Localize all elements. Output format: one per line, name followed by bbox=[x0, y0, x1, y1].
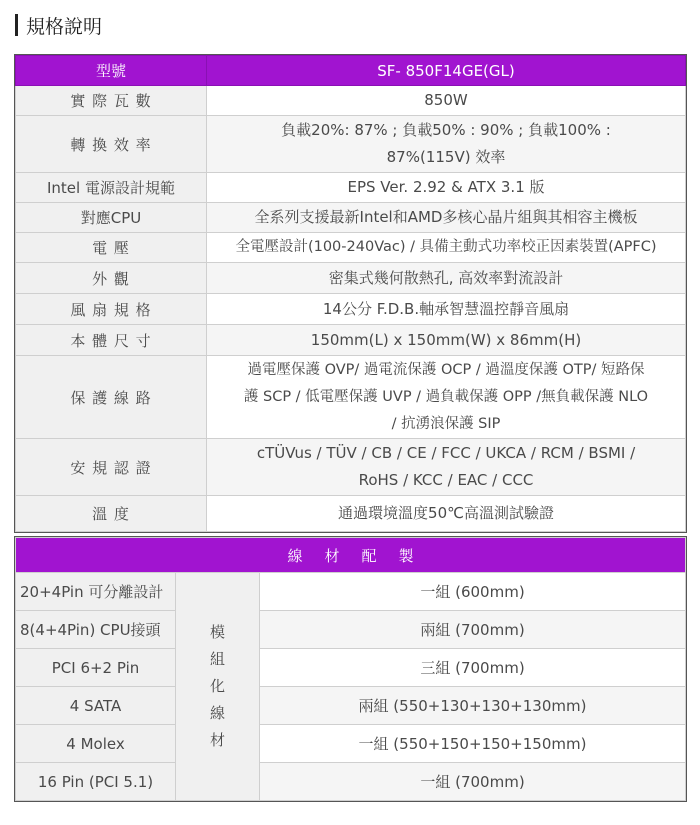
cable-key: 8(4+4Pin) CPU接頭 bbox=[16, 611, 176, 649]
spec-key: 實 際 瓦 數 bbox=[16, 86, 207, 116]
spec-value bbox=[207, 116, 686, 173]
section-heading bbox=[15, 12, 102, 38]
spec-header-row bbox=[16, 56, 686, 86]
cable-value: 兩組 (700mm) bbox=[260, 611, 686, 649]
spec-key: 轉 換 效 率 bbox=[16, 116, 207, 173]
spec-key: 本 體 尺 寸 bbox=[16, 325, 207, 356]
heading-bar bbox=[15, 14, 18, 36]
cable-key: 4 SATA bbox=[16, 687, 176, 725]
modular-cable-label bbox=[176, 573, 260, 801]
spec-key: 對應CPU bbox=[16, 203, 207, 233]
cable-key: 16 Pin (PCI 5.1) bbox=[16, 763, 176, 801]
spec-value-line: 87%(115V) 效率 bbox=[386, 148, 506, 166]
spec-key: 電 壓 bbox=[16, 233, 207, 263]
spec-header-value: SF- 850F14GE(GL) bbox=[207, 56, 686, 86]
cable-value: 三組 (700mm) bbox=[260, 649, 686, 687]
spec-value-line: 150mm(L) x 150mm(W) x 86mm(H) bbox=[310, 330, 582, 349]
spec-value-line: 負載20%: 87% ; 負載50% : 90% ; 負載100% : bbox=[281, 121, 611, 139]
modular-char: 組 bbox=[209, 650, 225, 668]
cable-value: 兩組 (550+130+130+130mm) bbox=[260, 687, 686, 725]
spec-key: Intel 電源設計規範 bbox=[16, 173, 207, 203]
spec-value-line: 過電壓保護 OVP/ 過電流保護 OCP / 過溫度保護 OTP/ 短路保 bbox=[247, 361, 645, 378]
spec-row-temperature bbox=[16, 496, 686, 532]
cable-row bbox=[16, 649, 686, 687]
heading-title: 規格說明 bbox=[26, 15, 103, 38]
spec-row-dimensions bbox=[16, 325, 686, 356]
cable-row bbox=[16, 573, 686, 611]
spec-value bbox=[207, 263, 686, 294]
spec-value bbox=[207, 325, 686, 356]
spec-value-line: EPS Ver. 2.92 & ATX 3.1 版 bbox=[347, 178, 545, 196]
spec-key: 外 觀 bbox=[16, 263, 207, 294]
spec-value-line: 14公分 F.D.B.軸承智慧溫控靜音風扇 bbox=[322, 299, 570, 318]
spec-row-protection bbox=[16, 356, 686, 439]
modular-char: 材 bbox=[209, 731, 225, 749]
spec-row-fan bbox=[16, 294, 686, 325]
spec-key: 安 規 認 證 bbox=[16, 439, 207, 496]
spec-value-line: 密集式幾何散熱孔, 高效率對流設計 bbox=[328, 268, 564, 287]
spec-row-voltage bbox=[16, 233, 686, 263]
spec-key: 保 護 線 路 bbox=[16, 356, 207, 439]
cable-table bbox=[15, 537, 686, 801]
spec-key: 風 扇 規 格 bbox=[16, 294, 207, 325]
cable-value: 一組 (550+150+150+150mm) bbox=[260, 725, 686, 763]
modular-char: 化 bbox=[209, 677, 225, 695]
spec-value bbox=[207, 203, 686, 233]
cable-value: 一組 (700mm) bbox=[260, 763, 686, 801]
spec-value-line: 850W bbox=[424, 91, 468, 109]
cable-key: PCI 6+2 Pin bbox=[16, 649, 176, 687]
modular-char: 線 bbox=[209, 704, 225, 722]
cable-header-row bbox=[16, 538, 686, 573]
modular-char: 模 bbox=[209, 623, 225, 641]
spec-header-key: 型號 bbox=[16, 56, 207, 86]
cable-row bbox=[16, 763, 686, 801]
spec-value bbox=[207, 496, 686, 532]
spec-value-line: cTÜVus / TÜV / CB / CE / FCC / UKCA / RCM / BSMI / bbox=[256, 444, 636, 462]
spec-row-efficiency bbox=[16, 116, 686, 173]
spec-value-line: 通過環境溫度50℃高溫測試驗證 bbox=[338, 504, 554, 522]
spec-value bbox=[207, 439, 686, 496]
spec-value-line: 全系列支援最新Intel和AMD多核心晶片組與其相容主機板 bbox=[254, 208, 638, 226]
spec-row-intel-spec bbox=[16, 173, 686, 203]
cable-key: 20+4Pin 可分離設計 bbox=[16, 573, 176, 611]
cable-value: 一組 (600mm) bbox=[260, 573, 686, 611]
cable-key: 4 Molex bbox=[16, 725, 176, 763]
spec-row-cpu bbox=[16, 203, 686, 233]
spec-value-line: RoHS / KCC / EAC / CCC bbox=[358, 471, 534, 489]
spec-value-line: 護 SCP / 低電壓保護 UVP / 過負載保護 OPP /無負載保護 NLO bbox=[243, 388, 649, 405]
spec-row-wattage bbox=[16, 86, 686, 116]
spec-value bbox=[207, 356, 686, 439]
spec-value bbox=[207, 173, 686, 203]
spec-value bbox=[207, 86, 686, 116]
spec-row-appearance bbox=[16, 263, 686, 294]
cable-row bbox=[16, 725, 686, 763]
spec-table bbox=[15, 55, 686, 532]
cable-row bbox=[16, 611, 686, 649]
spec-value bbox=[207, 233, 686, 263]
cable-row bbox=[16, 687, 686, 725]
spec-key: 溫 度 bbox=[16, 496, 207, 532]
spec-value bbox=[207, 294, 686, 325]
spec-value-line: / 抗湧浪保護 SIP bbox=[391, 415, 501, 432]
cable-header: 線材配製 bbox=[16, 538, 686, 573]
spec-row-certification bbox=[16, 439, 686, 496]
spec-value-line: 全電壓設計(100-240Vac) / 具備主動式功率校正因素裝置(APFC) bbox=[235, 239, 657, 255]
